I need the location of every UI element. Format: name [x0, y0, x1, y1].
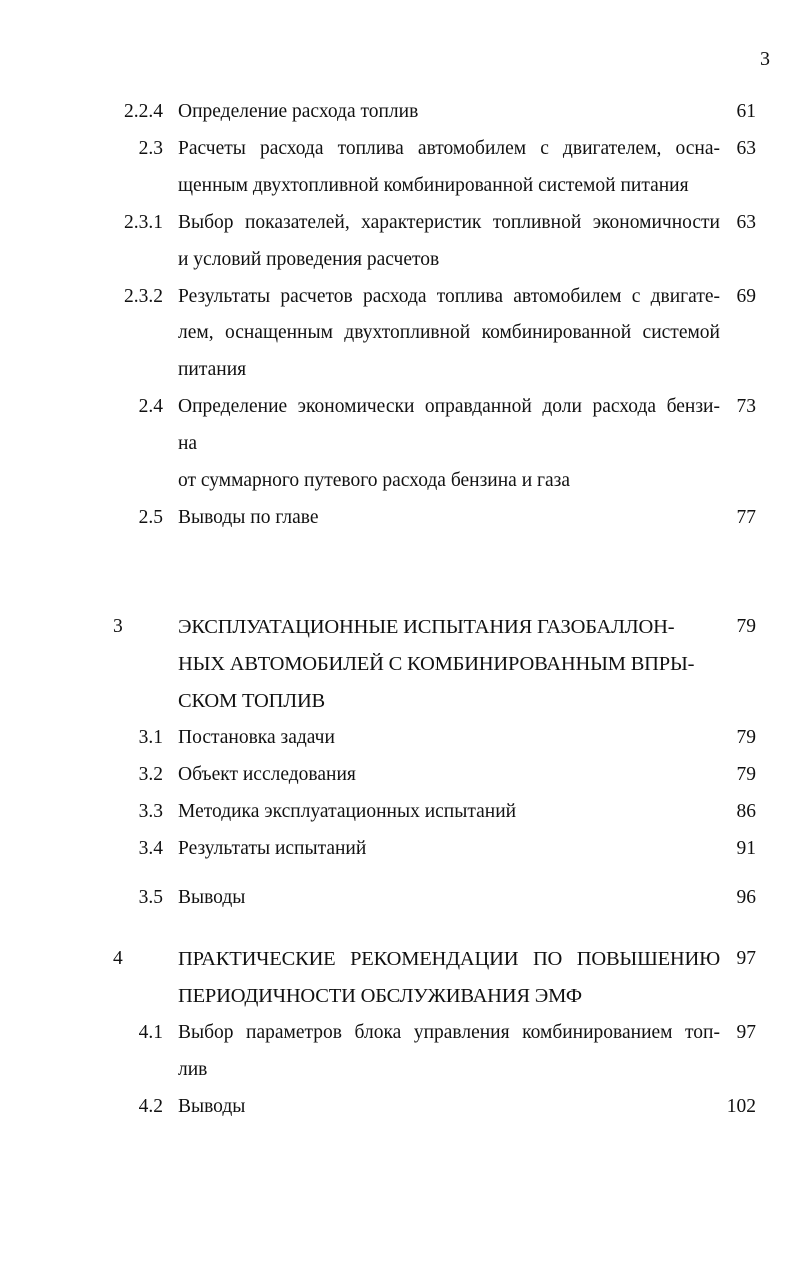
toc-entry-title-line: щенным двухтопливной комбинированной системой питания	[178, 175, 689, 196]
toc-entry-page: 73	[736, 396, 756, 417]
toc-entry-page: 63	[736, 212, 756, 233]
page-number: 3	[760, 48, 770, 70]
toc-entry-number: 3.4	[138, 838, 163, 859]
toc-entry-title-line: Объект исследования	[178, 764, 356, 785]
toc-entry-page: 79	[736, 764, 756, 785]
toc-chapter-number: 3	[113, 616, 123, 637]
toc-entry-number: 2.3	[138, 138, 163, 159]
toc-entry-number: 3.1	[138, 727, 163, 748]
toc-entry-page: 69	[736, 286, 756, 307]
toc-chapter-number: 4	[113, 948, 123, 969]
toc-entry-title-line: Выводы	[178, 1096, 246, 1117]
toc-entry-title-line: Методика эксплуатационных испытаний	[178, 801, 517, 822]
toc-entry-page: 79	[736, 727, 756, 748]
toc-entry-number: 3.3	[138, 801, 163, 822]
toc-entry-number: 4.2	[138, 1096, 163, 1117]
toc-entry-page: 77	[736, 507, 756, 528]
toc-entry-title-line: и условий проведения расчетов	[178, 249, 440, 270]
toc-entry-title-line: лем, оснащенным двухтопливной комбинированной системой	[178, 322, 720, 343]
toc-entry-title-line: Расчеты расхода топлива автомобилем с двигателем, осна-	[178, 138, 720, 159]
toc-entry-number: 2.5	[138, 507, 163, 528]
toc-entry-title-line: Выводы	[178, 887, 246, 908]
toc-entry-title-line: Выбор параметров блока управления комбинированием топ-	[178, 1022, 720, 1043]
toc-entry-title-line: Выводы по главе	[178, 507, 319, 528]
toc-entry-page: 91	[736, 838, 756, 859]
toc-entry-number: 3.5	[138, 887, 163, 908]
toc-chapter-title-line: ЭКСПЛУАТАЦИОННЫЕ ИСПЫТАНИЯ ГАЗОБАЛЛОН-	[178, 616, 675, 638]
toc-entry-number: 2.3.2	[124, 286, 163, 307]
toc-entry-title-line: Постановка задачи	[178, 727, 335, 748]
toc-entry-page: 86	[736, 801, 756, 822]
toc-entry-page: 97	[736, 948, 756, 969]
toc-entry-number: 3.2	[138, 764, 163, 785]
toc-entry-page: 79	[736, 616, 756, 637]
toc-entry-page: 102	[726, 1096, 756, 1117]
toc-chapter-title-line: ПЕРИОДИЧНОСТИ ОБСЛУЖИВАНИЯ ЭМФ	[178, 985, 582, 1007]
toc-entry-title-line: на	[178, 433, 198, 454]
toc-chapter-title-line: НЫХ АВТОМОБИЛЕЙ С КОМБИНИРОВАННЫМ ВПРЫ-	[178, 653, 695, 675]
toc-entry-number: 2.4	[138, 396, 163, 417]
toc-entry-title-line: Выбор показателей, характеристик топливной экономичности	[178, 212, 720, 233]
toc-entry-title-line: лив	[178, 1059, 208, 1080]
toc-entry-title-line: питания	[178, 359, 247, 380]
toc-entry-title-line: Определение экономически оправданной доли расхода бензи-	[178, 396, 720, 417]
toc-chapter-title-line: СКОМ ТОПЛИВ	[178, 690, 326, 712]
toc-entry-number: 2.2.4	[124, 101, 163, 122]
toc-chapter-title-line: ПРАКТИЧЕСКИЕ РЕКОМЕНДАЦИИ ПО ПОВЫШЕНИЮ	[178, 948, 720, 970]
toc-entry-title-line: Определение расхода топлив	[178, 101, 419, 122]
toc-entry-page: 63	[736, 138, 756, 159]
toc-entry-page: 96	[736, 887, 756, 908]
toc-entry-number: 4.1	[138, 1022, 163, 1043]
toc-entry-title-line: Результаты расчетов расхода топлива автомобилем с двигате-	[178, 286, 720, 307]
toc-entry-number: 2.3.1	[124, 212, 163, 233]
toc-entry-title-line: Результаты испытаний	[178, 838, 367, 859]
toc-entry-page: 97	[736, 1022, 756, 1043]
toc-entry-page: 61	[736, 101, 756, 122]
toc-entry-title-line: от суммарного путевого расхода бензина и газа	[178, 470, 571, 491]
